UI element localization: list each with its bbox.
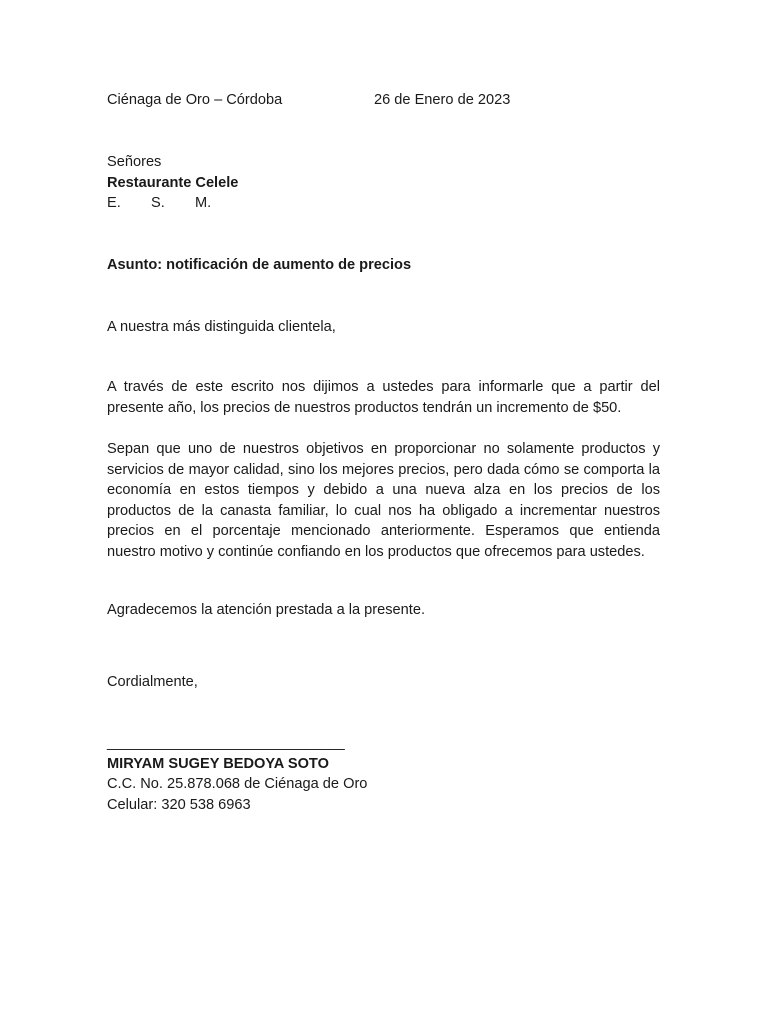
thanks-text: Agradecemos la atención prestada a la presente. xyxy=(107,602,426,618)
esm-e: E. xyxy=(107,195,121,211)
signer-id: C.C. No. 25.878.068 de Ciénaga de Oro xyxy=(107,776,368,792)
salutation-text: A nuestra más distinguida clientela, xyxy=(107,319,336,335)
signature-block xyxy=(107,733,660,815)
esm-s: S. xyxy=(151,195,165,211)
subject-line xyxy=(107,255,660,276)
letter-date: 26 de Enero de 2023 xyxy=(374,92,511,108)
signer-phone: Celular: 320 538 6963 xyxy=(107,796,251,813)
closing-text: Cordialmente, xyxy=(107,674,198,690)
salutation xyxy=(107,317,660,338)
recipient-name: Restaurante Celele xyxy=(107,174,239,191)
closing xyxy=(107,672,660,693)
recipient-block xyxy=(107,152,660,214)
signer-name: MIRYAM SUGEY BEDOYA SOTO xyxy=(107,755,329,772)
body-paragraph-2: Sepan que uno de nuestros objetivos en proporcionar no solamente productos y servicios de mayor calidad, sino los mejores precios, pero dada cómo se comporta la economía en estos tiempos y debido a una nueva alza en los precios de los productos de la canasta familiar, lo cual nos ha obligado a incrementar nuestros precios en el porcentaje mencionado anteriormente. Esperamos que entienda nuestro motivo y continúe confiando en los productos que ofrecemos para ustedes. xyxy=(107,441,660,560)
place: Ciénaga de Oro – Córdoba xyxy=(107,92,283,108)
body-paragraph-1: A través de este escrito nos dijimos a ustedes para informarle que a partir del presente año, los precios de nuestros productos tendrán un incremento de $50. xyxy=(107,379,660,416)
body-paragraph-3 xyxy=(107,600,660,621)
subject-text: Asunto: notificación de aumento de precios xyxy=(107,257,412,273)
recipient-esm xyxy=(107,193,660,214)
esm-m: M. xyxy=(195,195,212,211)
recipient-greeting: Señores xyxy=(107,154,162,170)
signature-line: ______________________________ xyxy=(107,735,345,751)
